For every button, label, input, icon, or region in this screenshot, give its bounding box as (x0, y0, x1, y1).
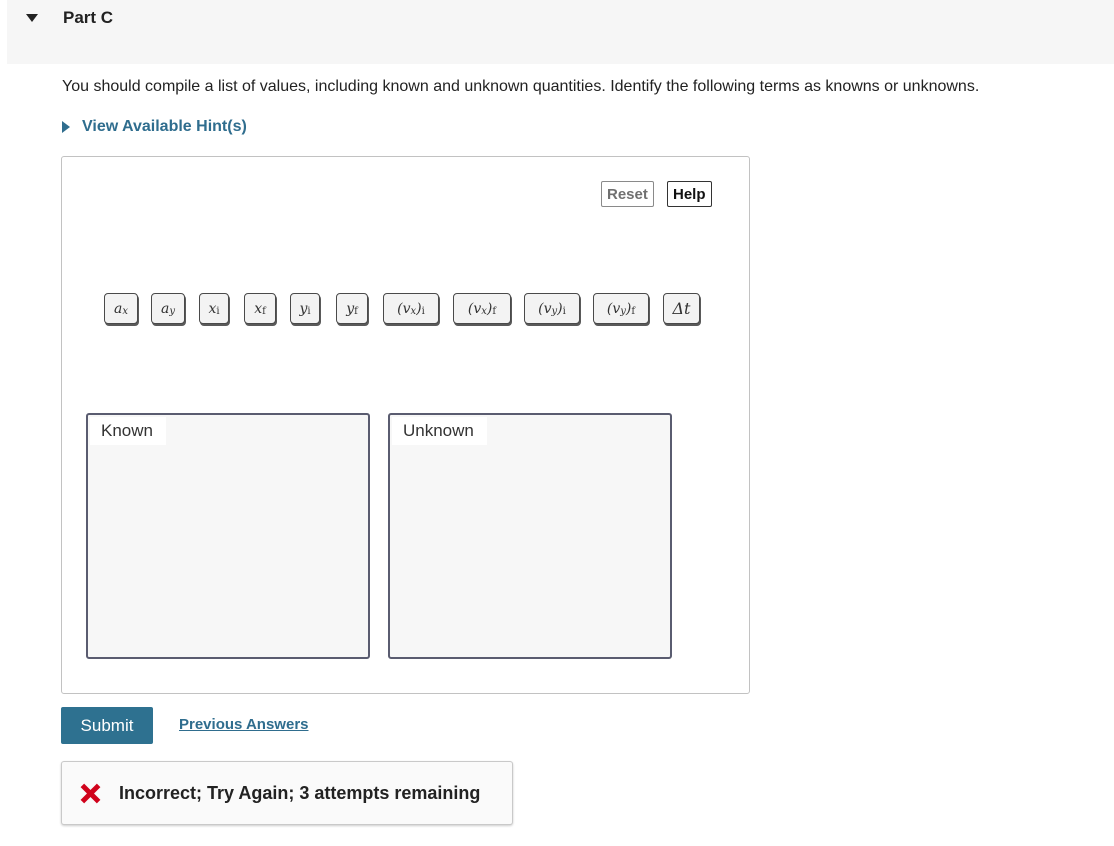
tile-inner-sub: y (620, 306, 626, 317)
tile-vx-i[interactable]: (v $_x$ ) $_i$ (383, 293, 439, 324)
part-header (7, 0, 1114, 64)
known-label: Known (90, 417, 166, 445)
drag-drop-widget (61, 156, 750, 694)
help-button[interactable]: Help (667, 181, 712, 207)
tile-delta-t[interactable] (663, 293, 700, 324)
tile-var: a (160, 300, 170, 317)
question-text: You should compile a list of values, including known and unknown quantities. Identify the following terms as knowns or unknowns. (62, 78, 980, 95)
tile-inner-sub: x (481, 306, 487, 317)
tile-sub: i (562, 306, 566, 317)
tile-sub: f (631, 306, 636, 317)
part-title: Part C (63, 8, 114, 27)
tile-var: Δt (672, 299, 691, 318)
tile-x-f[interactable] (244, 293, 276, 324)
tile-sub: i (421, 306, 425, 317)
view-hints-link[interactable] (62, 118, 247, 136)
tile-sub: i (216, 306, 220, 317)
tile-var: (v (397, 300, 411, 317)
reset-button[interactable]: Reset (601, 181, 654, 207)
known-drop-zone[interactable] (86, 413, 370, 659)
tile-var: a (114, 300, 123, 317)
submit-button[interactable]: Submit (61, 707, 153, 744)
tile-sub: y (169, 306, 175, 317)
tile-sub: x (122, 306, 128, 317)
tile-vx-f[interactable]: (v $_x$ ) $_f$ (453, 293, 511, 324)
feedback-text: Incorrect; Try Again; 3 attempts remaining (119, 782, 481, 803)
tile-var: y (346, 300, 355, 317)
view-hints-label: View Available Hint(s) (82, 118, 247, 135)
tile-var: (v (467, 300, 482, 317)
tile-var: x (254, 300, 263, 317)
tile-y-i[interactable] (290, 293, 320, 324)
previous-answers-link[interactable]: Previous Answers (179, 716, 309, 733)
tile-sub: i (307, 306, 311, 317)
tile-vy-i[interactable]: (v $_y$ ) $_i$ (524, 293, 580, 324)
unknown-drop-zone[interactable] (388, 413, 672, 659)
tile-sub: f (262, 306, 266, 317)
tile-inner-sub: x (410, 306, 417, 317)
tile-inner-sub: y (551, 306, 558, 317)
expand-caret-icon (62, 121, 70, 133)
tile-sub: f (492, 306, 497, 317)
tile-sub: f (354, 306, 358, 317)
feedback-box (61, 761, 513, 825)
tile-var: (v (538, 300, 552, 317)
tile-x-i[interactable] (199, 293, 229, 324)
tile-a-x[interactable] (104, 293, 138, 324)
incorrect-x-icon (80, 783, 100, 803)
tile-var: x (208, 300, 217, 317)
tile-a-y[interactable] (151, 293, 185, 324)
tile-var: y (299, 300, 308, 317)
unknown-label: Unknown (392, 417, 487, 445)
tile-var: (v (606, 300, 621, 317)
collapse-caret-icon[interactable] (26, 14, 38, 22)
tile-vy-f[interactable]: (v $_y$ ) $_f$ (593, 293, 649, 324)
tile-y-f[interactable] (336, 293, 368, 324)
